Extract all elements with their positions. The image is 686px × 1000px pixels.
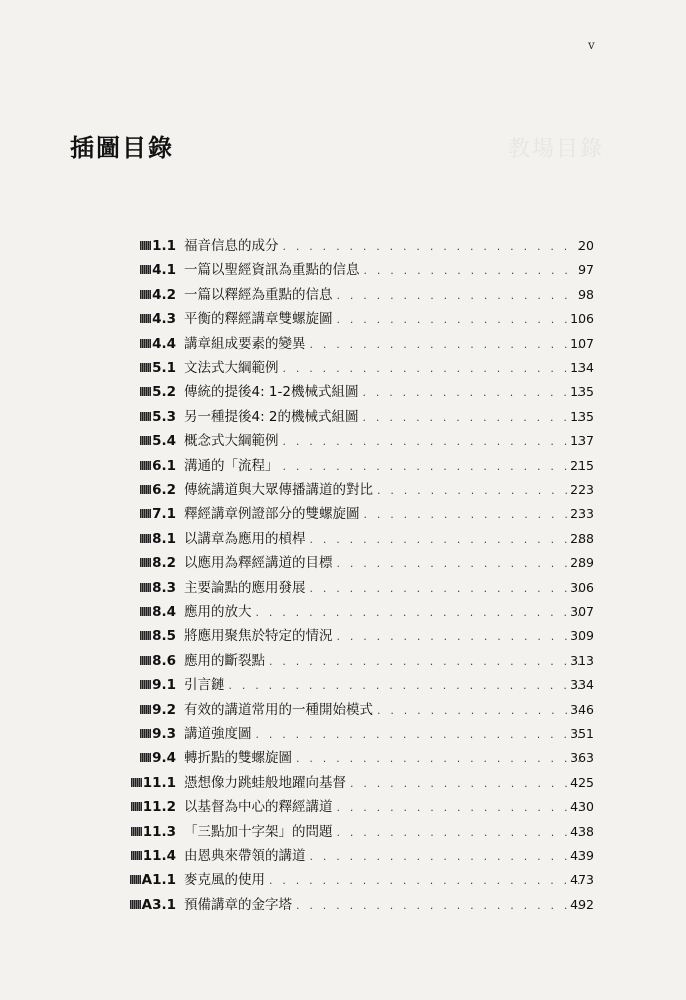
- page-ref: 98: [578, 286, 594, 302]
- figure-marker-icon: [140, 705, 151, 714]
- page-ref: 135: [570, 408, 594, 424]
- figure-title: 以應用為釋經講道的目標: [184, 555, 333, 572]
- toc-entry: [0, 600, 686, 624]
- figure-number-text: 11.3: [142, 823, 176, 840]
- page-title: 插圖目錄: [70, 134, 174, 162]
- dot-leader: [337, 284, 591, 308]
- entry-leader: [184, 307, 590, 332]
- figure-marker-icon: [140, 436, 151, 445]
- figure-number-text: 6.1: [152, 457, 176, 474]
- figure-number-text: 1.1: [152, 238, 176, 254]
- figure-title: 由恩典來帶領的講道: [184, 848, 306, 864]
- entry-leader: [184, 698, 590, 723]
- figure-number: [140, 576, 176, 600]
- page-ref: 106: [570, 311, 594, 327]
- figure-marker-icon: [140, 656, 151, 665]
- entry-leader: [184, 283, 590, 308]
- figure-number-text: 11.1: [142, 774, 176, 791]
- toc-entry: [0, 356, 686, 380]
- figure-number-text: 11.4: [142, 848, 176, 864]
- page-ref: 313: [570, 652, 594, 668]
- entry-leader: [184, 332, 590, 357]
- figure-marker-icon: [140, 680, 151, 689]
- figure-title: 另一種提後4: 2的機械式組圖: [184, 408, 359, 425]
- figure-marker-icon: [140, 314, 151, 323]
- entry-leader: [184, 673, 590, 698]
- figure-marker-icon: [140, 607, 151, 616]
- figure-number-text: 8.6: [152, 652, 176, 669]
- toc-entry: [0, 454, 686, 478]
- figure-number-text: 6.2: [152, 482, 176, 498]
- figure-title: 引言鏈: [184, 677, 225, 694]
- figure-number: [140, 502, 176, 526]
- dot-leader: [296, 894, 590, 918]
- figure-title: 主要論點的應用發展: [184, 579, 306, 596]
- page-ref: 425: [570, 774, 594, 790]
- entry-leader: [184, 356, 590, 381]
- figure-number: [131, 844, 176, 868]
- entry-leader: [184, 722, 590, 747]
- dot-leader: [310, 577, 591, 601]
- figure-number: [140, 722, 176, 746]
- dot-leader: [256, 723, 591, 747]
- figure-number-text: 9.2: [152, 701, 176, 718]
- figure-title: 憑想像力跳蛙般地躍向基督: [184, 774, 346, 791]
- figure-number: [140, 624, 176, 648]
- dot-leader: [283, 357, 591, 381]
- dot-leader: [364, 503, 591, 527]
- dot-leader: [269, 869, 590, 893]
- dot-leader: [283, 235, 591, 259]
- figure-marker-icon: [140, 412, 151, 421]
- figure-number: [140, 234, 176, 258]
- figure-marker-icon: [140, 241, 151, 250]
- figure-number: [140, 380, 176, 404]
- entry-leader: [184, 600, 590, 625]
- entry-leader: [184, 551, 590, 576]
- page-ref: 309: [570, 628, 594, 644]
- figure-number: [140, 429, 176, 453]
- figure-marker-icon: [130, 875, 141, 884]
- toc-entry: [0, 746, 686, 770]
- figure-title: 講道強度圖: [184, 726, 252, 742]
- page-ref: 473: [570, 872, 594, 888]
- figure-number: [140, 307, 176, 331]
- toc-entry: [0, 551, 686, 575]
- figure-number: [140, 454, 176, 478]
- dot-leader: [283, 430, 591, 454]
- figure-number-text: 7.1: [152, 506, 176, 523]
- dot-leader: [350, 772, 590, 796]
- toc-entry: [0, 234, 686, 258]
- page-ref: 351: [570, 726, 594, 741]
- figure-number: [140, 258, 176, 282]
- dot-leader: [269, 650, 590, 674]
- figure-number-text: 5.3: [152, 408, 176, 425]
- figure-number: [140, 332, 176, 356]
- toc-entry: [0, 868, 686, 892]
- page-ref: 223: [570, 482, 594, 497]
- dot-leader: [362, 381, 590, 405]
- entry-leader: [184, 795, 590, 820]
- dot-leader: [337, 552, 591, 576]
- entry-leader: [184, 746, 590, 771]
- toc-entry: [0, 649, 686, 673]
- toc-entry: [0, 258, 686, 282]
- figure-number-text: A3.1: [141, 896, 176, 913]
- page-ref: 430: [570, 799, 594, 815]
- figure-title: 轉折點的雙螺旋圖: [184, 750, 292, 767]
- page-ref: 215: [570, 457, 594, 473]
- figure-number-text: 8.3: [152, 579, 176, 596]
- toc-entry: [0, 307, 686, 331]
- entry-leader: [184, 868, 590, 893]
- figure-number-text: 5.4: [152, 433, 176, 450]
- figure-number: [140, 527, 176, 551]
- figure-number-text: 4.3: [152, 311, 176, 328]
- entry-leader: [184, 527, 590, 552]
- entry-leader: [184, 844, 590, 869]
- figure-number: [130, 868, 176, 892]
- figure-title: 一篇以釋經為重點的信息: [184, 286, 333, 303]
- figure-number: [140, 600, 176, 624]
- page-ref: 307: [570, 604, 594, 619]
- figure-marker-icon: [140, 461, 151, 470]
- toc-entry: [0, 429, 686, 453]
- page-ref: 137: [570, 433, 594, 449]
- figure-title: 概念式大綱範例: [184, 433, 279, 450]
- figure-title: 溝通的「流程」: [184, 457, 279, 474]
- figure-number: [140, 478, 176, 502]
- figure-number: [131, 795, 176, 819]
- dot-leader: [296, 747, 590, 771]
- toc-entry: [0, 673, 686, 697]
- page-ref: 289: [570, 555, 594, 571]
- page-ref: 134: [570, 360, 594, 375]
- toc-entry: [0, 478, 686, 502]
- figure-marker-icon: [140, 753, 151, 762]
- page-ref: 288: [570, 530, 594, 546]
- figure-marker-icon: [140, 265, 151, 274]
- entry-leader: [184, 502, 590, 527]
- figure-marker-icon: [140, 631, 151, 640]
- dot-leader: [310, 528, 591, 552]
- figure-marker-icon: [131, 778, 142, 787]
- figure-number: [131, 771, 176, 795]
- figure-number-text: 5.1: [152, 360, 176, 376]
- figure-number: [140, 551, 176, 575]
- figure-title: 文法式大綱範例: [184, 360, 279, 376]
- toc-entry: [0, 844, 686, 868]
- entry-leader: [184, 454, 590, 479]
- figure-number-text: 5.2: [152, 384, 176, 401]
- figure-number: [140, 649, 176, 673]
- figure-number: [140, 405, 176, 429]
- dot-leader: [256, 601, 591, 625]
- figure-number-text: 4.1: [152, 262, 176, 279]
- dot-leader: [310, 845, 591, 869]
- figure-number: [131, 820, 176, 844]
- page-ref: 20: [578, 238, 594, 253]
- page-ref: 492: [570, 896, 594, 912]
- figure-number: [140, 673, 176, 697]
- toc-entry: [0, 502, 686, 526]
- toc-entry: [0, 576, 686, 600]
- figure-title: 以基督為中心的釋經講道: [184, 799, 333, 816]
- figure-marker-icon: [140, 339, 151, 348]
- figure-marker-icon: [140, 387, 151, 396]
- ghost-bleed-text: 教場目錄: [508, 137, 605, 162]
- figure-title: 應用的斷裂點: [184, 652, 265, 669]
- entry-leader: [184, 820, 590, 845]
- figure-title: 有效的講道常用的一種開始模式: [184, 701, 373, 718]
- figure-number-text: 4.2: [152, 286, 176, 303]
- page-ref: 439: [570, 848, 594, 863]
- figure-number-text: 8.4: [152, 604, 176, 620]
- toc-entry: [0, 283, 686, 307]
- figure-title: 平衡的釋經講章雙螺旋圖: [184, 311, 333, 328]
- dot-leader: [364, 259, 591, 283]
- dot-leader: [337, 625, 591, 649]
- entry-leader: [184, 234, 590, 259]
- figure-marker-icon: [140, 583, 151, 592]
- entry-leader: [184, 893, 590, 918]
- figure-number-text: 11.2: [142, 799, 176, 816]
- figure-number: [140, 746, 176, 770]
- figure-number-text: 8.5: [152, 628, 176, 645]
- figure-number-text: 9.1: [152, 677, 176, 694]
- figure-title: 釋經講章例證部分的雙螺旋圖: [184, 506, 360, 523]
- toc-entry: [0, 527, 686, 551]
- dot-leader: [229, 674, 591, 698]
- toc-entry: [0, 771, 686, 795]
- page-ref: 363: [570, 750, 594, 766]
- figure-number-text: 9.4: [152, 750, 176, 767]
- page-ref: 97: [578, 262, 594, 278]
- figure-title: 「三點加十字架」的問題: [184, 823, 333, 840]
- figure-marker-icon: [140, 558, 151, 567]
- toc-entry: [0, 405, 686, 429]
- figure-number-text: 8.1: [152, 530, 176, 547]
- figure-marker-icon: [131, 802, 142, 811]
- toc-entry: [0, 698, 686, 722]
- figure-number: [140, 356, 176, 380]
- dot-leader: [337, 308, 591, 332]
- toc-entry: [0, 624, 686, 648]
- figure-title: 傳統講道與大眾傳播講道的對比: [184, 482, 373, 498]
- toc-entry: [0, 380, 686, 404]
- figure-marker-icon: [140, 290, 151, 299]
- entry-leader: [184, 380, 590, 405]
- figure-title: 一篇以聖經資訊為重點的信息: [184, 262, 360, 279]
- entry-leader: [184, 576, 590, 601]
- figure-number: [140, 698, 176, 722]
- entry-leader: [184, 405, 590, 430]
- figure-number-text: A1.1: [141, 872, 176, 889]
- figure-number-text: 8.2: [152, 555, 176, 572]
- page-ref: 135: [570, 384, 594, 400]
- figure-title: 麥克風的使用: [184, 872, 265, 889]
- figure-number: [140, 283, 176, 307]
- figure-marker-icon: [140, 534, 151, 543]
- figure-marker-icon: [140, 509, 151, 518]
- page-ref: 107: [570, 335, 594, 351]
- toc-entry: [0, 722, 686, 746]
- figure-marker-icon: [140, 729, 151, 738]
- dot-leader: [377, 699, 590, 723]
- toc-entry: [0, 332, 686, 356]
- toc-entry: [0, 820, 686, 844]
- figure-marker-icon: [131, 851, 142, 860]
- figure-number-text: 4.4: [152, 335, 176, 352]
- entry-leader: [184, 429, 590, 454]
- figure-title: 應用的放大: [184, 604, 252, 620]
- page-number: v: [588, 38, 595, 52]
- dot-leader: [310, 333, 591, 357]
- entry-leader: [184, 771, 590, 796]
- figure-title: 講章組成要素的變異: [184, 335, 306, 352]
- entry-leader: [184, 478, 590, 503]
- toc-entry: [0, 795, 686, 819]
- page-ref: 346: [570, 701, 594, 717]
- page-ref: 233: [570, 506, 594, 522]
- page-ref: 306: [570, 579, 594, 595]
- dot-leader: [283, 455, 591, 479]
- figure-marker-icon: [140, 363, 151, 372]
- entry-leader: [184, 649, 590, 674]
- figure-title: 以講章為應用的槓桿: [184, 530, 306, 547]
- figure-marker-icon: [140, 485, 151, 494]
- figure-marker-icon: [130, 900, 141, 909]
- page-ref: 438: [570, 823, 594, 839]
- figure-title: 福音信息的成分: [184, 238, 279, 254]
- figure-number: [130, 893, 176, 917]
- figure-marker-icon: [131, 827, 142, 836]
- dot-leader: [337, 821, 591, 845]
- toc-entry: [0, 893, 686, 917]
- figure-number-text: 9.3: [152, 726, 176, 742]
- figure-title: 傳統的提後4: 1-2機械式組圖: [184, 384, 359, 401]
- dot-leader: [337, 796, 591, 820]
- figure-title: 將應用聚焦於特定的情況: [184, 628, 333, 645]
- figure-title: 預備講章的金字塔: [184, 896, 292, 913]
- dot-leader: [377, 479, 590, 503]
- page-ref: 334: [570, 677, 594, 693]
- entry-leader: [184, 624, 590, 649]
- entry-leader: [184, 258, 590, 283]
- dot-leader: [363, 406, 590, 430]
